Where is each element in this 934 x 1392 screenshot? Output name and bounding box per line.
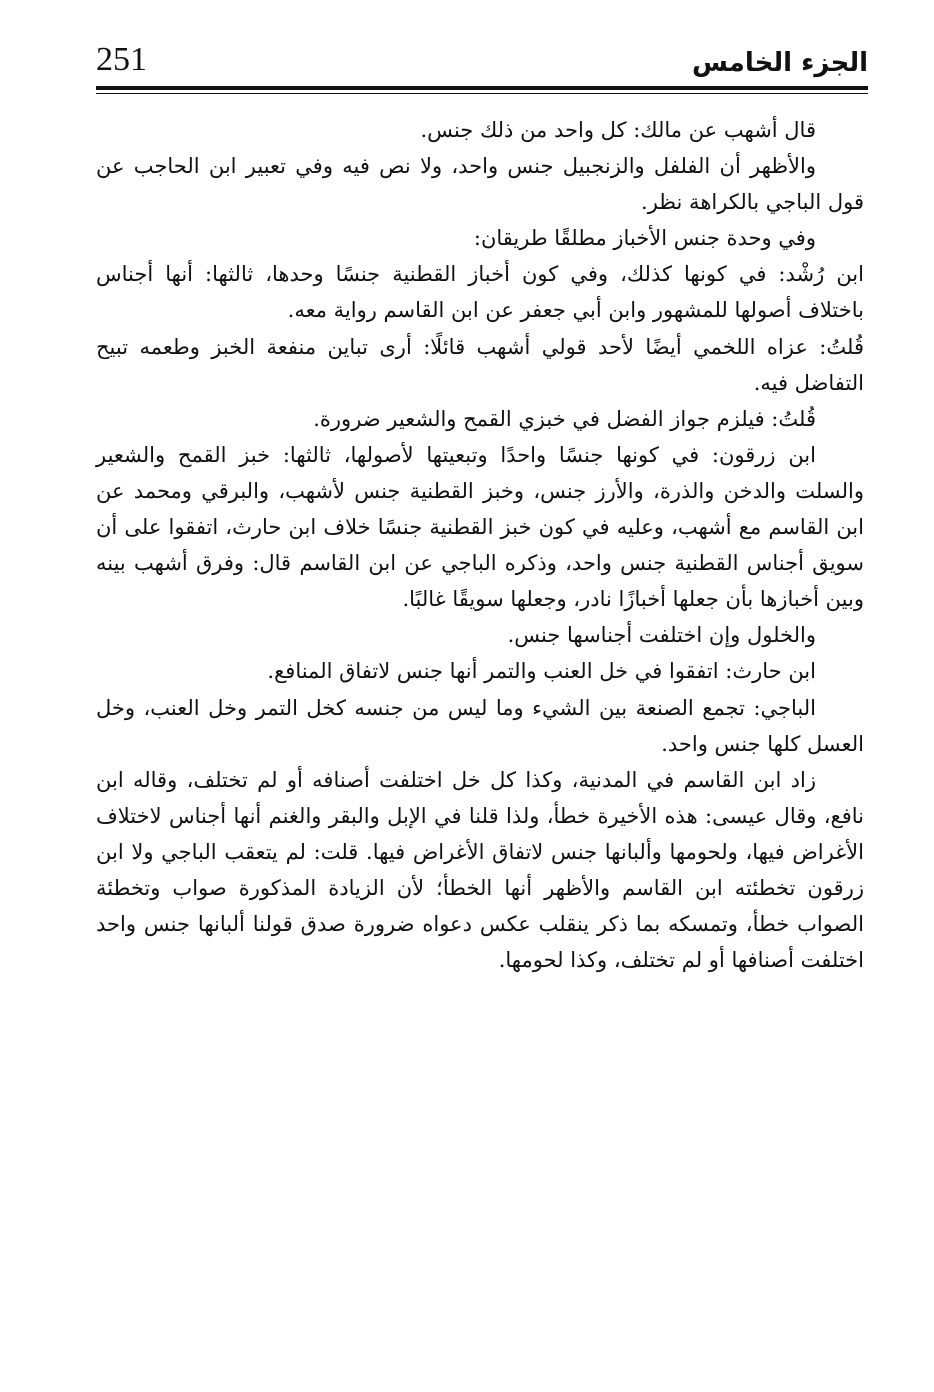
paragraph: قُلتُ: فيلزم جواز الفضل في خبزي القمح والشعير ضرورة. [313,406,816,431]
paragraph: والأظهر أن الفلفل والزنجبيل جنس واحد، ولا نص فيه وفي تعبير ابن الحاجب عن قول الباجي بالكراهة نظر. [96,154,864,215]
paragraph: الباجي: تجمع الصنعة بين الشيء وما ليس من جنسه كخل التمر وخل العنب، وخل العسل كلها جنس واحد. [96,695,864,756]
header-rule-thin [96,93,868,94]
page-header [96,40,868,86]
paragraph: ابن زرقون: في كونها جنسًا واحدًا وتبعيتها لأصولها، ثالثها: خبز القمح والشعير والسلت والدخن والذرة، والأرز جنس، وخبز القطنية جنس لأشهب، والبرقي ومحمد عن ابن القاسم مع أشهب، وعليه في كون خبز القطنية جنسًا خلاف ابن حارث، اتفقوا على أن سويق أجناس القطنية جنس واحد، وذكره الباجي عن ابن القاسم قال: وفرق أشهب بينه وبين أخبازها بأن جعلها أخبازًا نادر، وجعلها سويقًا غالبًا. [96,442,864,612]
paragraph: ابن حارث: اتفقوا في خل العنب والتمر أنها جنس لاتفاق المنافع. [267,659,816,684]
paragraph: وفي وحدة جنس الأخباز مطلقًا طريقان: [473,226,816,251]
paragraph: قُلتُ: عزاه اللخمي أيضًا لأحد قولي أشهب قائلًا: أرى تباين منفعة الخبز وطعمه تبيح التفاضل فيه. [96,334,864,395]
paragraph: ابن رُشْد: في كونها كذلك، وفي كون أخباز القطنية جنسًا وحدها، ثالثها: أنها أجناس باختلاف أصولها للمشهور وابن أبي جعفر عن ابن القاسم رواية معه. [96,262,864,323]
body-text [96,112,864,978]
page-number: 251 [96,41,147,78]
section-title: الجزء الخامس [692,48,868,78]
paragraph: زاد ابن القاسم في المدنية، وكذا كل خل اختلفت أصنافه أو لم تختلف، وقاله ابن نافع، وقال عيسى: هذه الأخيرة خطأ، ولذا قلنا في الإبل والبقر والغنم أنها أجناس لاختلاف الأغراض فيها، ولحومها وألبانها جنس لاتفاق الأغراض فيها. قلت: لم يتعقب الباجي ولا ابن زرقون تخطئته ابن القاسم والأظهر أنها الخطأ؛ لأن الزيادة المذكورة صواب وتخطئة الصواب خطأ، وتمسكه بما ذكر ينقلب عكس دعواه ضرورة صدق قولنا ألبانها جنس واحد اختلفت أصنافها أو لم تختلف، وكذا لحومها. [96,767,864,973]
paragraph: والخلول وإن اختلفت أجناسها جنس. [507,623,816,648]
header-rule-thick [96,86,868,90]
paragraph: قال أشهب عن مالك: كل واحد من ذلك جنس. [420,118,816,142]
